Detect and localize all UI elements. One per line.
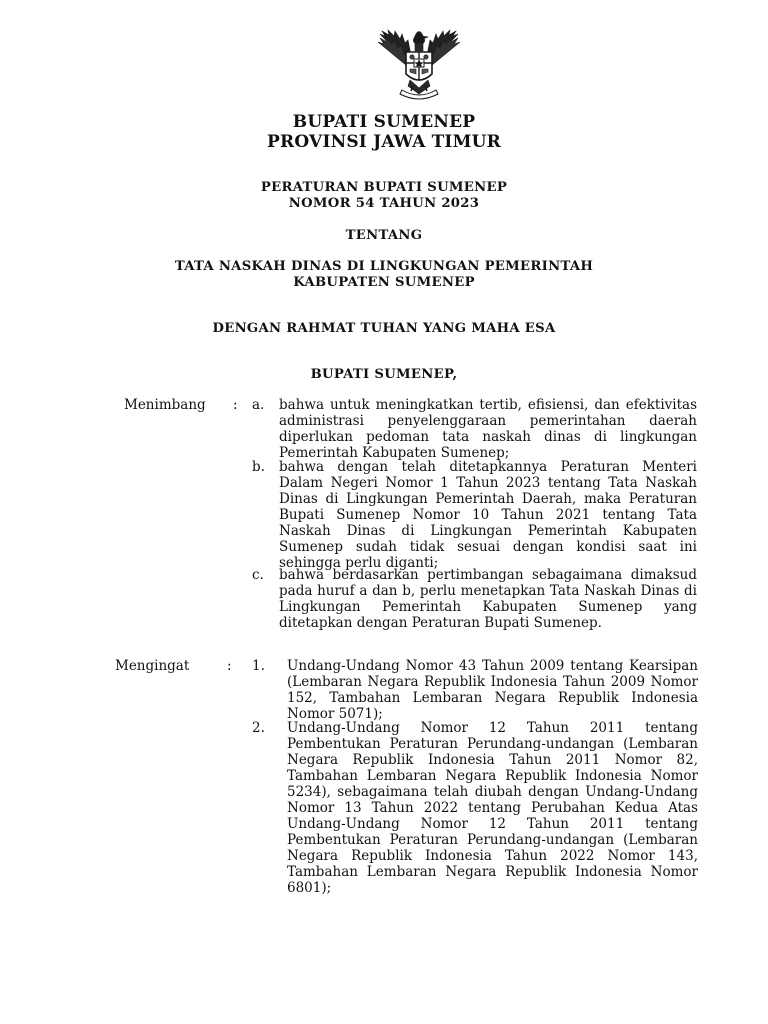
subject-line-2: KABUPATEN SUMENEP: [293, 275, 475, 290]
menimbang-colon: :: [233, 397, 238, 413]
menimbang-marker-c: c.: [252, 567, 264, 583]
menimbang-marker-b: b.: [252, 459, 265, 475]
menimbang-item-a: bahwa untuk meningkatkan tertib, efisiensi, dan efektivitas administrasi penyelenggaraan pemerintahan daerah diperlukan pedoman tata naskah dinas di lingkungan Pemerintah Kabupaten Sumenep;: [279, 397, 697, 461]
garuda-emblem-icon: [372, 28, 466, 102]
menimbang-item-b: bahwa dengan telah ditetapkannya Peraturan Menteri Dalam Negeri Nomor 1 Tahun 2023 tentang Tata Naskah Dinas di Lingkungan Pemerintah Daerah, maka Peraturan Bupati Sumenep Nomor 10 Tahun 2021 tentang Tata Naskah Dinas di Lingkungan Pemerintah Kabupaten Sumenep sudah tidak sesuai dengan kondisi saat ini sehingga perlu diganti;: [279, 459, 697, 571]
about-heading: TENTANG: [345, 228, 423, 243]
mengingat-colon: :: [227, 658, 232, 674]
mengingat-marker-1: 1.: [252, 658, 265, 674]
regulation-title: PERATURAN BUPATI SUMENEP: [260, 180, 508, 195]
menimbang-marker-a: a.: [252, 397, 265, 413]
menimbang-item-c: bahwa berdasarkan pertimbangan sebagaimana dimaksud pada huruf a dan b, perlu menetapkan Tata Naskah Dinas di Lingkungan Pemerintah Kabupaten Sumenep yang ditetapkan dengan Peraturan Bupati Sumenep.: [279, 567, 697, 631]
menimbang-label: Menimbang: [124, 397, 206, 413]
mengingat-item-1: Undang-Undang Nomor 43 Tahun 2009 tentang Kearsipan (Lembaran Negara Republik Indonesia Tahun 2009 Nomor 152, Tambahan Lembaran Negara Republik Indonesia Nomor 5071);: [287, 658, 698, 722]
regulation-number: NOMOR 54 TAHUN 2023: [288, 196, 480, 211]
title-regent: BUPATI SUMENEP: [292, 112, 476, 132]
mengingat-item-2: Undang-Undang Nomor 12 Tahun 2011 tentang Pembentukan Peraturan Perundang-undangan (Lembaran Negara Republik Indonesia Tahun 2011 Nomor 82, Tambahan Lembaran Negara Republik Indonesia Nomor 5234), sebagaimana telah diubah dengan Undang-Undang Nomor 13 Tahun 2022 tentang Perubahan Kedua Atas Undang-Undang Nomor 12 Tahun 2011 tentang Pembentukan Peraturan Perundang-undangan (Lembaran Negara Republik Indonesia Tahun 2022 Nomor 143, Tambahan Lembaran Negara Republik Indonesia Nomor 6801);: [287, 720, 698, 896]
grace-heading: DENGAN RAHMAT TUHAN YANG MAHA ESA: [212, 321, 556, 336]
title-province: PROVINSI JAWA TIMUR: [267, 132, 501, 152]
issuer-heading: BUPATI SUMENEP,: [310, 367, 458, 382]
subject-line-1: TATA NASKAH DINAS DI LINGKUNGAN PEMERINTAH: [174, 259, 594, 274]
mengingat-marker-2: 2.: [252, 720, 265, 736]
mengingat-label: Mengingat: [115, 658, 190, 674]
